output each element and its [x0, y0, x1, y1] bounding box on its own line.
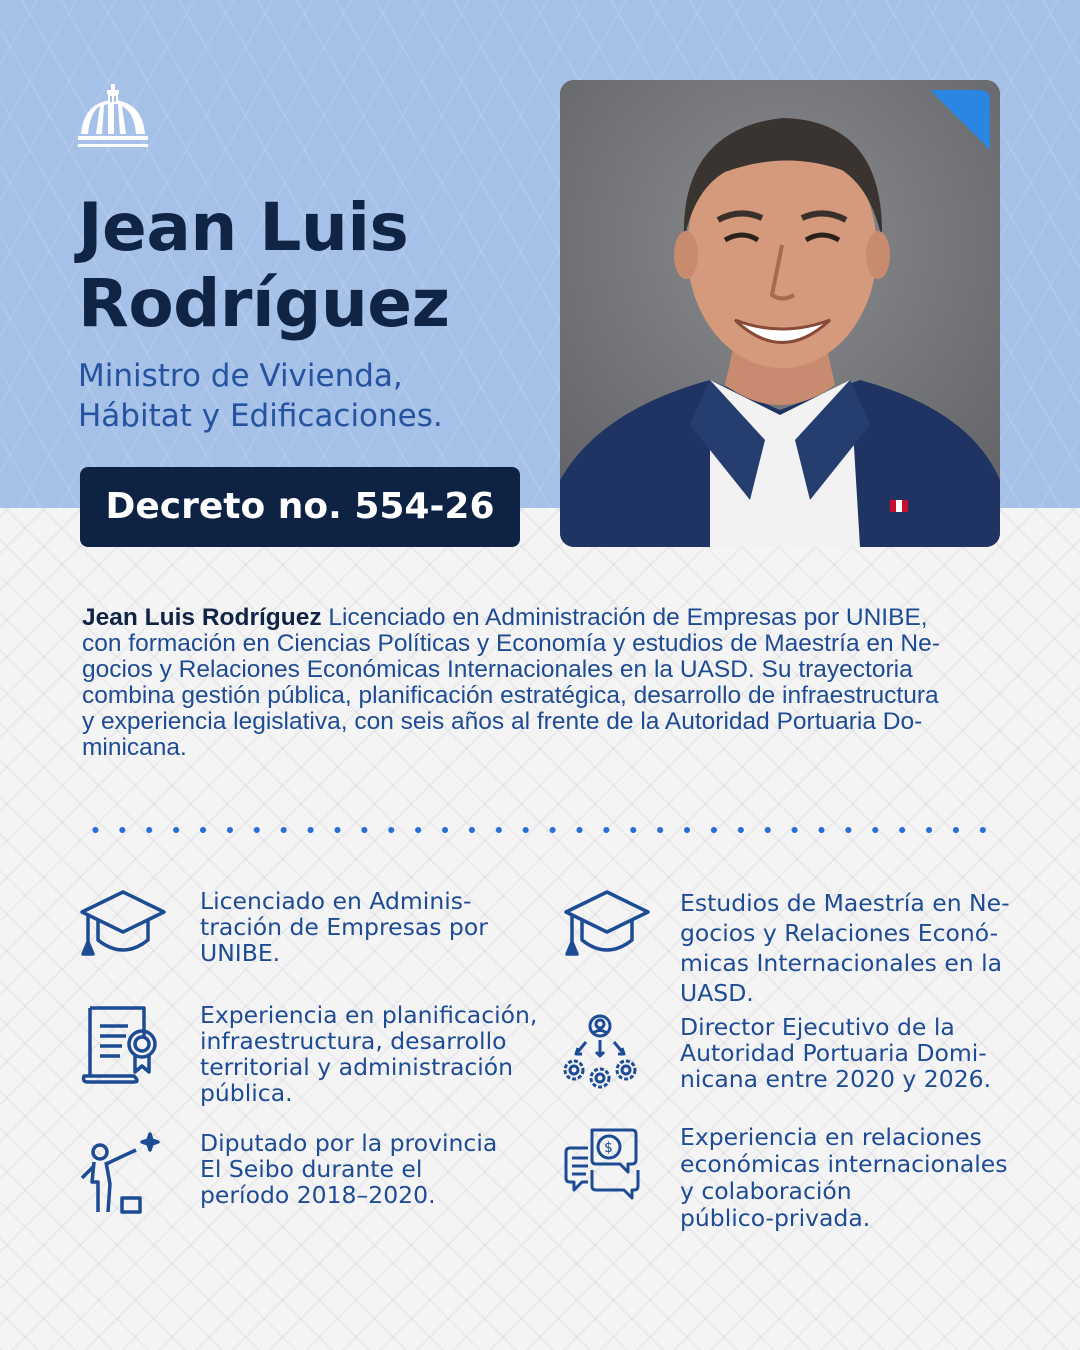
- highlight-1-line-3: UNIBE.: [200, 939, 281, 967]
- graduation-cap-icon: [562, 888, 652, 978]
- highlight-4-line-4: UASD.: [680, 979, 754, 1007]
- bio-line-3: gocios y Relaciones Económicas Internacionales en la UASD. Su trayectoria: [82, 656, 913, 683]
- svg-text:$: $: [604, 1140, 613, 1156]
- financial-chat-icon: [562, 1124, 652, 1214]
- highlight-2-line-2: infraestructura, desarrollo: [200, 1027, 507, 1055]
- person-name: [78, 190, 548, 342]
- government-dome-logo: [78, 84, 148, 150]
- highlight-2-line-4: pública.: [200, 1079, 293, 1107]
- bio-lead-name: Jean Luis Rodríguez: [82, 604, 322, 631]
- highlight-6-line-1: Experiencia en relaciones: [680, 1123, 982, 1151]
- role-title-line-2: Hábitat y Edificaciones.: [78, 398, 443, 434]
- highlight-5-line-3: nicana entre 2020 y 2026.: [680, 1065, 992, 1093]
- biography-paragraph: [82, 605, 1042, 761]
- highlight-text-planning: [200, 1002, 537, 1106]
- highlight-item-deputy: [78, 1130, 548, 1220]
- highlight-2-line-1: Experiencia en planificación,: [200, 1001, 538, 1029]
- corner-accent-icon: [930, 90, 990, 150]
- person-name-line-2: Rodríguez: [78, 265, 450, 342]
- highlight-4-line-2: gocios y Relaciones Econó-: [680, 919, 999, 947]
- highlight-text-deputy: [200, 1130, 497, 1208]
- bio-line-5: y experiencia legislativa, con seis años al frente de la Autoridad Portuaria Do-: [82, 708, 923, 735]
- highlight-text-director: [680, 1014, 991, 1092]
- highlight-text-bachelor: [200, 888, 488, 966]
- portrait-photo: [560, 80, 1000, 547]
- highlight-item-planning: [78, 1002, 548, 1112]
- highlight-5-line-2: Autoridad Portuaria Domi-: [680, 1039, 987, 1067]
- bio-line-2: con formación en Ciencias Políticas y Economía y estudios de Maestría en Ne-: [82, 630, 940, 657]
- highlight-1-line-2: tración de Empresas por: [200, 913, 488, 941]
- decree-badge: Decreto no. 554-26: [80, 467, 520, 547]
- highlight-2-line-3: territorial y administración: [200, 1053, 514, 1081]
- bio-line-1: [82, 605, 1042, 631]
- highlight-3-line-2: El Seibo durante el: [200, 1155, 423, 1183]
- bio-line-4: combina gestión pública, planificación estratégica, desarrollo de infraestructura: [82, 682, 939, 709]
- highlight-item-relations: [562, 1124, 1032, 1234]
- highlight-text-masters: [680, 888, 1010, 1008]
- highlight-1-line-1: Licenciado en Adminis-: [200, 887, 472, 915]
- climbing-goal-icon: [78, 1130, 168, 1220]
- bio-line-6: minicana.: [82, 734, 187, 761]
- highlight-3-line-1: Diputado por la provincia: [200, 1129, 498, 1157]
- highlight-6-line-4: público-privada.: [680, 1204, 871, 1232]
- highlight-6-line-3: y colaboración: [680, 1177, 852, 1205]
- highlight-item-masters: [562, 888, 1032, 1008]
- highlight-4-line-3: micas Internacionales en la: [680, 949, 1003, 977]
- role-title: [78, 356, 538, 436]
- certificate-icon: [78, 1002, 168, 1092]
- highlight-item-bachelor: [78, 888, 548, 988]
- highlight-6-line-2: económicas internacionales: [680, 1150, 1008, 1178]
- highlight-4-line-1: Estudios de Maestría en Ne-: [680, 889, 1010, 917]
- highlight-5-line-1: Director Ejecutivo de la: [680, 1013, 955, 1041]
- management-gears-icon: [562, 1014, 652, 1104]
- highlight-text-relations: [680, 1124, 1007, 1232]
- person-name-line-1: Jean Luis: [78, 189, 409, 266]
- highlight-3-line-3: período 2018–2020.: [200, 1181, 436, 1209]
- bio-line-1-text: Licenciado en Administración de Empresas por UNIBE,: [321, 604, 928, 631]
- dotted-divider: [82, 826, 1002, 834]
- highlight-item-director: [562, 1014, 1032, 1104]
- role-title-line-1: Ministro de Vivienda,: [78, 358, 403, 394]
- graduation-cap-icon: [78, 888, 168, 978]
